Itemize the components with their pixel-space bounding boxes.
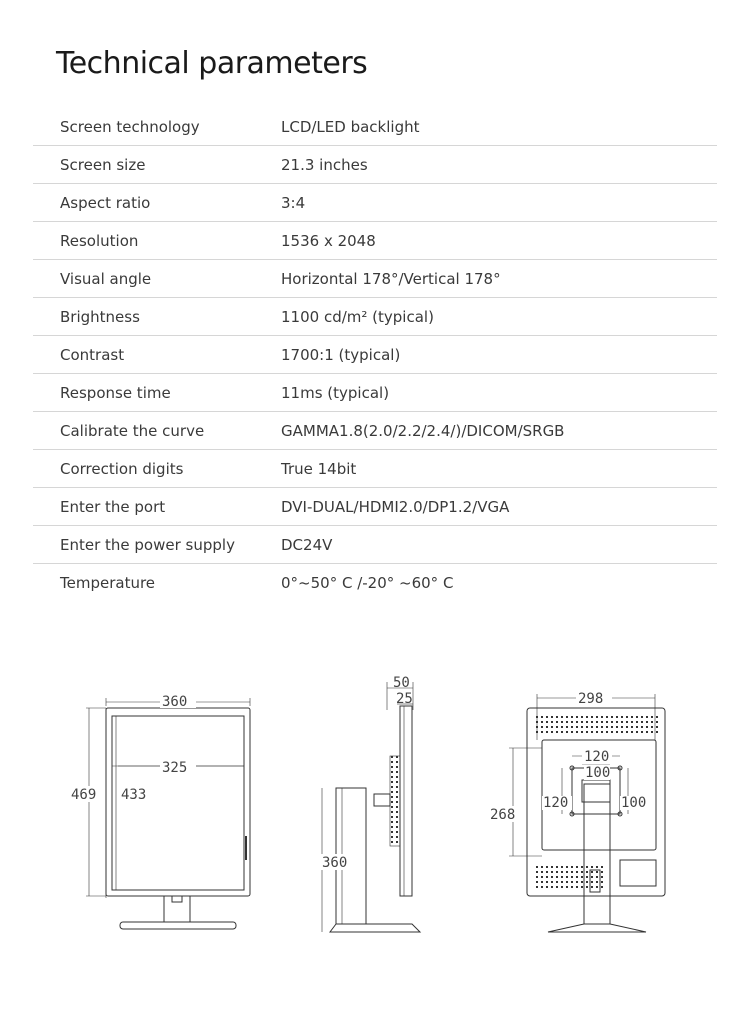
spec-value: 1536 x 2048	[281, 231, 376, 250]
spec-table	[33, 108, 717, 601]
spec-row	[33, 374, 717, 412]
spec-value: LCD/LED backlight	[281, 117, 420, 136]
spec-label: Temperature	[60, 573, 156, 592]
spec-row	[33, 260, 717, 298]
spec-row	[33, 146, 717, 184]
side-height-label: 360	[322, 855, 348, 871]
side-panel-depth-label: 25	[396, 691, 413, 707]
spec-value: 3:4	[281, 193, 306, 212]
spec-label: Response time	[60, 383, 171, 402]
spec-label: Enter the power supply	[60, 535, 235, 554]
spec-label: Resolution	[60, 231, 139, 250]
back-view-drawing	[509, 694, 665, 932]
spec-value: Horizontal 178°/Vertical 178°	[281, 269, 501, 288]
spec-row	[33, 298, 717, 336]
back-vesa-right-label: 100	[621, 795, 647, 811]
side-view-drawing	[322, 682, 420, 932]
back-vesa-height-label: 268	[490, 807, 516, 823]
spec-row	[33, 564, 717, 601]
spec-row	[33, 526, 717, 564]
dimension-drawings	[0, 660, 750, 960]
spec-row	[33, 412, 717, 450]
front-screen-width-label: 325	[162, 760, 188, 776]
back-vesa-outer-label: 120	[584, 749, 610, 765]
spec-value: 1700:1 (typical)	[281, 345, 401, 364]
page-title: Technical parameters	[56, 46, 368, 81]
spec-value: DC24V	[281, 535, 333, 554]
front-screen-height-label: 433	[121, 787, 147, 803]
back-vesa-inner-label: 100	[585, 765, 611, 781]
spec-row	[33, 488, 717, 526]
back-vesa-left-label: 120	[543, 795, 569, 811]
spec-label: Enter the port	[60, 497, 166, 516]
spec-row	[33, 108, 717, 146]
spec-label: Visual angle	[60, 269, 152, 288]
spec-value: DVI-DUAL/HDMI2.0/DP1.2/VGA	[281, 497, 510, 516]
spec-value: 0°~50° C /-20° ~60° C	[281, 573, 454, 592]
spec-value: GAMMA1.8(2.0/2.2/2.4/)/DICOM/SRGB	[281, 421, 565, 440]
spec-label: Contrast	[60, 345, 125, 364]
spec-row	[33, 222, 717, 260]
spec-value: 1100 cd/m² (typical)	[281, 307, 434, 326]
spec-label: Brightness	[60, 307, 140, 326]
spec-label: Calibrate the curve	[60, 421, 205, 440]
spec-label: Correction digits	[60, 459, 184, 478]
spec-value: True 14bit	[281, 459, 357, 478]
spec-label: Screen size	[60, 155, 146, 174]
spec-label: Screen technology	[60, 117, 200, 136]
spec-row	[33, 450, 717, 488]
back-width-label: 298	[578, 691, 604, 707]
front-view-drawing	[86, 698, 250, 929]
spec-row	[33, 184, 717, 222]
spec-row	[33, 336, 717, 374]
front-width-label: 360	[162, 694, 188, 710]
spec-value: 11ms (typical)	[281, 383, 390, 402]
side-depth-label: 50	[393, 675, 410, 691]
spec-value: 21.3 inches	[281, 155, 368, 174]
front-height-label: 469	[71, 787, 97, 803]
spec-label: Aspect ratio	[60, 193, 151, 212]
